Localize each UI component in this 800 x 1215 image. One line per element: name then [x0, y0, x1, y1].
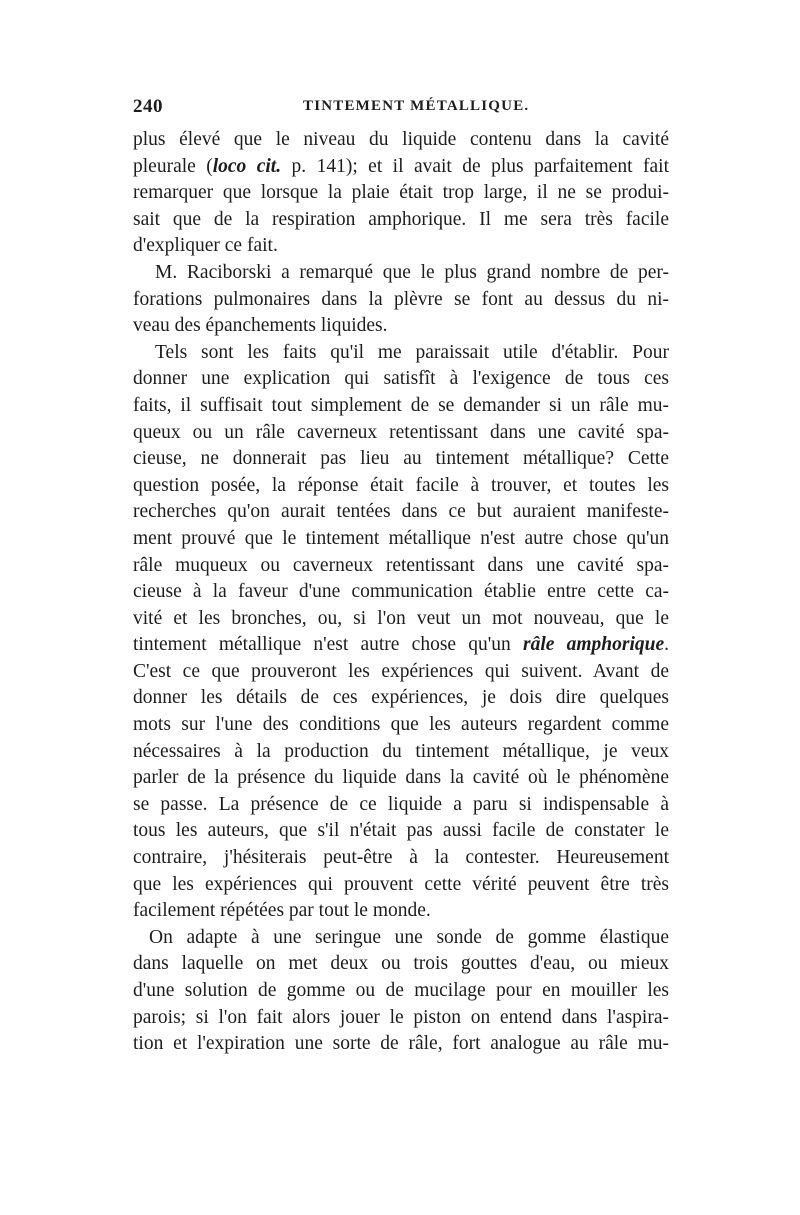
text-line: d'expliquer ce fait. — [133, 235, 278, 257]
text-line: question posée, la réponse était facile à trouver, et toutes les — [133, 474, 669, 496]
text-line: tintement métallique n'est autre chose qu'un râle amphorique. — [133, 634, 669, 656]
text-line: cieuse à la faveur d'une communication établie entre cette ca- — [133, 581, 669, 603]
italic-citation: loco cit. — [212, 155, 282, 177]
text-line: vité et les bronches, ou, si l'on veut un mot nouveau, que le — [133, 607, 669, 629]
text-line: remarquer que lorsque la plaie était trop large, il ne se produi- — [133, 182, 669, 204]
text-line: ment prouvé que le tintement métallique n'est autre chose qu'un — [133, 527, 669, 549]
text-line: tion et l'expiration une sorte de râle, fort analogue au râle mu- — [133, 1033, 669, 1055]
text-line: faits, il suffisait tout simplement de se demander si un râle mu- — [133, 394, 669, 416]
text-line: râle muqueux ou caverneux retentissant dans une cavité spa- — [133, 554, 669, 576]
text-line: tous les auteurs, que s'il n'était pas aussi facile de constater le — [133, 820, 669, 842]
text-line: se passe. La présence de ce liquide a paru si indispensable à — [133, 793, 669, 815]
text-line: dans laquelle on met deux ou trois gouttes d'eau, ou mieux — [133, 953, 669, 975]
italic-term: râle amphorique — [522, 634, 665, 656]
text-line: Tels sont les faits qu'il me paraissait utile d'établir. Pour — [155, 341, 669, 363]
text-line: contraire, j'hésiterais peut-être à la contester. Heureusement — [133, 847, 669, 869]
text-line: On adapte à une seringue une sonde de gomme élastique — [149, 926, 669, 948]
text-line: donner les détails de ces expériences, je dois dire quelques — [133, 687, 669, 709]
text-line: donner une explication qui satisfît à l'exigence de tous ces — [133, 368, 669, 390]
text-line: plus élevé que le niveau du liquide contenu dans la cavité — [133, 129, 669, 150]
text-line: M. Raciborski a remarqué que le plus grand nombre de per- — [155, 261, 669, 283]
text-line: C'est ce que prouveront les expériences qui suivent. Avant de — [133, 660, 669, 682]
text-line: queux ou un râle caverneux retentissant dans une cavité spa- — [133, 421, 669, 443]
page-number: 240 — [133, 96, 163, 117]
text-line: que les expériences qui prouvent cette vérité peuvent être très — [133, 873, 669, 895]
text-line: mots sur l'une des conditions que les auteurs regardent comme — [133, 714, 669, 736]
text-line: recherches qu'on aurait tentées dans ce but auraient manifeste- — [133, 501, 669, 523]
text-line: cieuse, ne donnerait pas lieu au tintement métallique? Cette — [133, 448, 669, 470]
body-text — [133, 127, 669, 1058]
running-title: TINTEMENT MÉTALLIQUE. — [303, 98, 530, 114]
running-head — [133, 96, 669, 120]
text-line: d'une solution de gomme ou de mucilage pour en mouiller les — [133, 980, 669, 1001]
text-line: facilement répétées par tout le monde. — [133, 900, 431, 922]
text-line: forations pulmonaires dans la plèvre se font au dessus du ni- — [133, 288, 669, 310]
text-line: nécessaires à la production du tintement métallique, je veux — [133, 740, 669, 762]
text-line: parois; si l'on fait alors jouer le piston on entend dans l'aspira- — [133, 1006, 669, 1028]
text-line: parler de la présence du liquide dans la cavité où le phénomène — [133, 767, 669, 789]
text-line: veau des épanchements liquides. — [133, 315, 388, 337]
text-line: pleurale (loco cit. p. 141); et il avait de plus parfaitement fait — [133, 155, 669, 177]
text-line: sait que de la respiration amphorique. Il me sera très facile — [133, 208, 669, 230]
